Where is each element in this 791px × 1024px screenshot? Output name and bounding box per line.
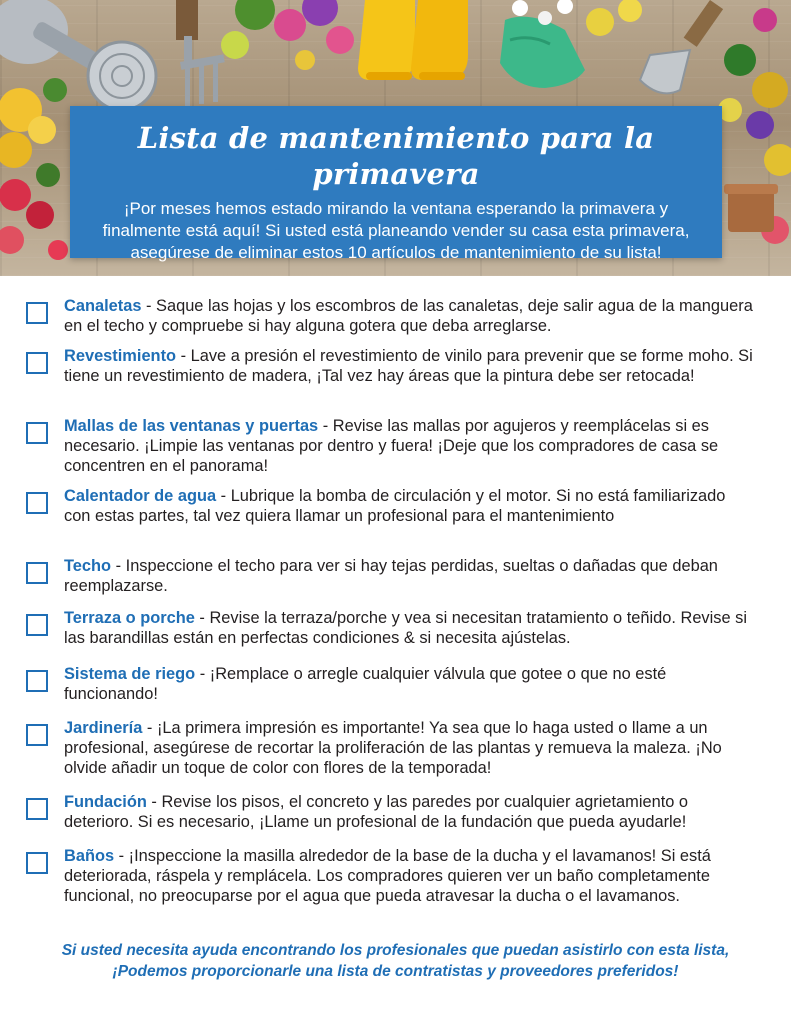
- item-description: Inspeccione el techo para ver si hay tejas perdidas, sueltas o dañadas que deban reemplazarse.: [64, 557, 718, 595]
- checkbox[interactable]: [26, 302, 48, 324]
- item-title: Sistema de riego: [64, 665, 196, 683]
- flower-pots-icon: [724, 184, 778, 232]
- intro-paragraph: ¡Por meses hemos estado mirando la ventana esperando la primavera y finalmente está aquí! Si usted está planeando vender su casa esta primavera, asegúrese de eliminar estos 10 artículos de mantenimiento de su lista!: [102, 199, 690, 262]
- item-description: Lave a presión el revestimiento de vinilo para prevenir que se forme moho. Si tiene un revestimiento de madera, ¡Tal vez hay áreas que la pintura debe ser retocada!: [64, 347, 753, 385]
- item-title: Canaletas: [64, 297, 142, 315]
- item-text: [64, 792, 754, 832]
- item-title: Baños: [64, 847, 115, 865]
- item-text: [64, 556, 754, 596]
- item-separator: -: [216, 487, 231, 505]
- item-separator: -: [114, 847, 129, 865]
- item-title: Fundación: [64, 793, 147, 811]
- checkbox[interactable]: [26, 798, 48, 820]
- gardening-gloves-icon: [500, 17, 585, 88]
- item-text: [64, 608, 754, 648]
- footer-line-2: ¡Podemos proporcionarle una lista de contratistas y proveedores preferidos!: [112, 963, 679, 980]
- item-title: Mallas de las ventanas y puertas: [64, 417, 319, 435]
- item-separator: -: [141, 297, 157, 315]
- item-title: Techo: [64, 557, 112, 575]
- item-text: [64, 416, 754, 476]
- page-title: Lista de mantenimiento para la primavera: [137, 121, 655, 191]
- checkbox[interactable]: [26, 614, 48, 636]
- item-separator: -: [194, 609, 210, 627]
- footer-line-1: Si usted necesita ayuda encontrando los profesionales que puedan asistirlo con esta lista,: [61, 942, 730, 959]
- item-title: Calentador de agua: [64, 487, 217, 505]
- garden-fork-icon: [176, 0, 225, 106]
- item-separator: -: [176, 347, 191, 365]
- rain-boots-icon: [358, 0, 468, 80]
- item-title: Terraza o porche: [64, 609, 195, 627]
- item-description: ¡Remplace o arregle cualquier válvula que gotee o que no esté funcionando!: [64, 665, 667, 703]
- checkbox[interactable]: [26, 724, 48, 746]
- hero-garden-photo: [0, 0, 791, 276]
- item-text: [64, 718, 754, 778]
- item-description: Revise las mallas por agujeros y reemplácelas si es necesario. ¡Limpie las ventanas por dentro y fuera! ¡Deje que los compradores de casa se concentren en el panorama!: [64, 417, 719, 475]
- item-description: ¡La primera impresión es importante! Ya sea que lo haga usted o llame a un profesional, asegúrese de recortar la proliferación de las plantas y remueva la maleza. ¡No olvide añadir un toque de color con flores de la temporada!: [64, 719, 722, 777]
- item-description: Saque las hojas y los escombros de las canaletas, deje salir agua de la manguera en el techo y compruebe si hay alguna gotera que deba arreglarse.: [64, 297, 753, 335]
- item-text: [64, 486, 754, 526]
- flower-cluster-left-icon: [0, 78, 68, 260]
- item-text: [64, 664, 754, 704]
- item-description: Revise los pisos, el concreto y las paredes por cualquier agrietamiento o deterioro. Si es necesario, ¡Llame un profesional de la fundación que pueda ayudarle!: [64, 793, 689, 831]
- item-title: Jardinería: [64, 719, 143, 737]
- item-description: ¡Inspeccione la masilla alrededor de la base de la ducha y el lavamanos! Si está deteriorada, ráspela y remplácela. Los compradores quieren ver un baño completamente funcional, no preocuparse por el agua que pueda atravesar la ducha o el lavamanos.: [64, 847, 711, 905]
- item-text: [64, 346, 754, 386]
- checkbox[interactable]: [26, 852, 48, 874]
- item-text: [64, 846, 754, 906]
- item-separator: -: [146, 793, 162, 811]
- footer-note: [20, 940, 771, 982]
- item-text: [64, 296, 754, 336]
- trowel-icon: [640, 0, 723, 93]
- item-description: Lubrique la bomba de circulación y el motor. Si no está familiarizado con estas partes, tal vez quiera llamar un profesional para el mantenimiento: [64, 487, 726, 525]
- checkbox[interactable]: [26, 562, 48, 584]
- item-separator: -: [142, 719, 157, 737]
- checkbox[interactable]: [26, 422, 48, 444]
- flower-cluster-top-icon: [221, 0, 354, 70]
- item-separator: -: [318, 417, 333, 435]
- item-separator: -: [111, 557, 126, 575]
- checkbox[interactable]: [26, 352, 48, 374]
- checkbox[interactable]: [26, 492, 48, 514]
- item-separator: -: [195, 665, 210, 683]
- title-banner: [70, 106, 722, 262]
- item-description: Revise la terraza/porche y vea si necesitan tratamiento o teñido. Revise si las barandillas están en perfectas condiciones & si necesita ajústelas.: [64, 609, 747, 647]
- item-title: Revestimiento: [64, 347, 177, 365]
- checkbox[interactable]: [26, 670, 48, 692]
